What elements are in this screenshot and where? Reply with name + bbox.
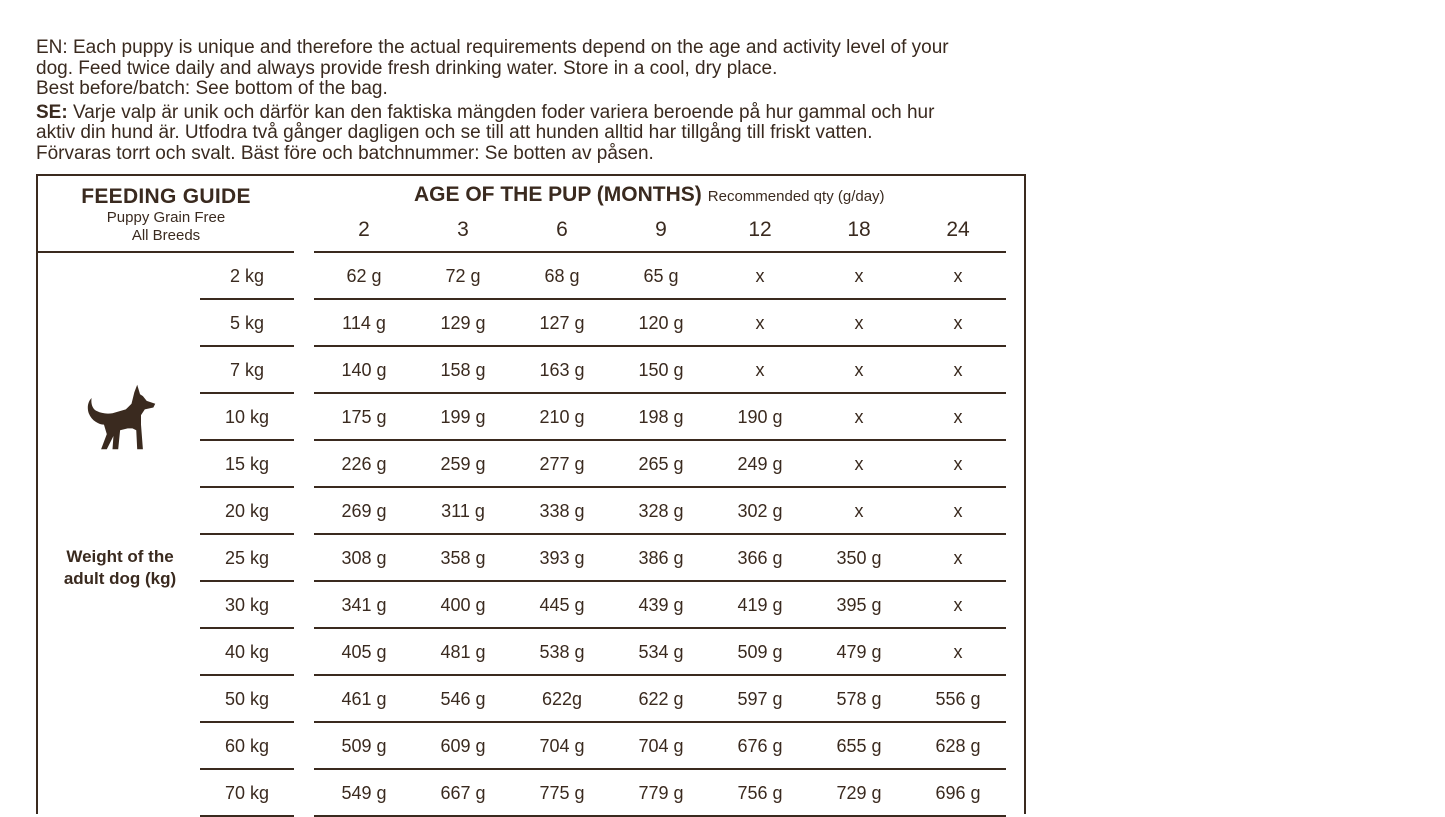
qty-cell: x (953, 501, 963, 521)
qty-cell: 158 g (440, 360, 486, 380)
qty-cell: 400 g (440, 595, 486, 615)
qty-cell: 127 g (539, 313, 585, 333)
qty-cell: 628 g (935, 736, 981, 756)
qty-cell: 729 g (836, 783, 882, 803)
row-divider-weight (200, 392, 294, 394)
row-divider-values (314, 486, 1006, 488)
qty-cell: 479 g (836, 642, 882, 662)
qty-cell: x (953, 595, 963, 615)
weight-label-line-2: adult dog (kg) (63, 569, 177, 588)
weight-cell: 15 kg (224, 454, 270, 474)
qty-cell: 259 g (440, 454, 486, 474)
row-divider-weight (200, 721, 294, 723)
qty-cell: x (854, 407, 864, 427)
weight-cell: 30 kg (224, 595, 270, 615)
qty-cell: 622g (541, 689, 583, 709)
weight-cell: 2 kg (229, 266, 265, 286)
age-column-header: 9 (655, 218, 667, 241)
dog-icon (84, 382, 160, 452)
qty-cell: 578 g (836, 689, 882, 709)
qty-cell: 696 g (935, 783, 981, 803)
row-divider-weight (200, 533, 294, 535)
qty-cell: 756 g (737, 783, 783, 803)
qty-cell: 609 g (440, 736, 486, 756)
qty-cell: x (755, 266, 765, 286)
qty-cell: 775 g (539, 783, 585, 803)
qty-cell: 395 g (836, 595, 882, 615)
qty-cell: x (854, 266, 864, 286)
qty-cell: 481 g (440, 642, 486, 662)
weight-cell: 40 kg (224, 642, 270, 662)
feeding-guide-title: FEEDING GUIDE (81, 185, 251, 208)
qty-cell: x (854, 313, 864, 333)
qty-cell: 556 g (935, 689, 981, 709)
qty-cell: 538 g (539, 642, 585, 662)
row-divider-values (314, 674, 1006, 676)
weight-cell: 25 kg (224, 548, 270, 568)
qty-cell: x (755, 313, 765, 333)
row-divider-weight (200, 674, 294, 676)
row-divider-values (314, 580, 1006, 582)
weight-cell: 7 kg (229, 360, 265, 380)
row-divider-weight (200, 439, 294, 441)
row-divider-values (314, 392, 1006, 394)
qty-cell: 358 g (440, 548, 486, 568)
recommended-qty-label: Recommended qty (g/day) (707, 188, 885, 205)
qty-cell: 405 g (341, 642, 387, 662)
feeding-guide-subtitle-1: Puppy Grain Free (106, 209, 226, 226)
age-column-header: 12 (748, 218, 772, 241)
qty-cell: 546 g (440, 689, 486, 709)
qty-cell: x (854, 501, 864, 521)
qty-cell: 269 g (341, 501, 387, 521)
qty-cell: 65 g (643, 266, 679, 286)
weight-cell: 70 kg (224, 783, 270, 803)
row-divider-values (314, 533, 1006, 535)
header-divider-right (314, 251, 1006, 253)
intro-en-line-2: dog. Feed twice daily and always provide fresh drinking water. Store in a cool, dry place. (36, 57, 778, 79)
qty-cell: 198 g (638, 407, 684, 427)
qty-cell: 655 g (836, 736, 882, 756)
qty-cell: 461 g (341, 689, 387, 709)
qty-cell: 140 g (341, 360, 387, 380)
qty-cell: 509 g (737, 642, 783, 662)
qty-cell: 366 g (737, 548, 783, 568)
qty-cell: 302 g (737, 501, 783, 521)
qty-cell: x (755, 360, 765, 380)
feeding-guide-table (36, 174, 1026, 814)
qty-cell: x (953, 642, 963, 662)
age-header (414, 183, 885, 207)
qty-cell: 704 g (539, 736, 585, 756)
qty-cell: 386 g (638, 548, 684, 568)
row-divider-weight (200, 768, 294, 770)
intro-se-prefix: SE: (36, 101, 68, 123)
weight-cell: 50 kg (224, 689, 270, 709)
qty-cell: 393 g (539, 548, 585, 568)
qty-cell: 534 g (638, 642, 684, 662)
intro-text (36, 38, 1036, 164)
weight-label-line-1: Weight of the (66, 547, 174, 566)
qty-cell: x (953, 313, 963, 333)
qty-cell: 249 g (737, 454, 783, 474)
age-title: AGE OF THE PUP (MONTHS) (414, 183, 702, 206)
qty-cell: x (953, 360, 963, 380)
row-divider-weight (200, 486, 294, 488)
age-column-header: 3 (457, 218, 469, 241)
qty-cell: 68 g (544, 266, 580, 286)
row-divider-values (314, 627, 1006, 629)
qty-cell: x (854, 454, 864, 474)
qty-cell: 120 g (638, 313, 684, 333)
weight-cell: 10 kg (224, 407, 270, 427)
age-column-header: 6 (556, 218, 568, 241)
qty-cell: x (854, 360, 864, 380)
row-divider-values (314, 298, 1006, 300)
intro-en-line-3: Best before/batch: See bottom of the bag. (36, 78, 388, 99)
qty-cell: 210 g (539, 407, 585, 427)
qty-cell: 704 g (638, 736, 684, 756)
row-divider-values (314, 439, 1006, 441)
qty-cell: 622 g (638, 689, 684, 709)
intro-se-line-1 (36, 103, 1036, 124)
qty-cell: 308 g (341, 548, 387, 568)
weight-cell: 20 kg (224, 501, 270, 521)
qty-cell: 226 g (341, 454, 387, 474)
row-divider-values (314, 768, 1006, 770)
row-divider-weight (200, 345, 294, 347)
row-divider-weight (200, 580, 294, 582)
age-column-header: 2 (358, 218, 370, 241)
qty-cell: 62 g (346, 266, 382, 286)
qty-cell: 311 g (441, 501, 485, 521)
qty-cell: 114 g (342, 313, 386, 333)
age-column-header: 18 (847, 218, 871, 241)
qty-cell: 676 g (737, 736, 783, 756)
qty-cell: 163 g (539, 360, 585, 380)
qty-cell: x (953, 266, 963, 286)
qty-cell: 175 g (341, 407, 387, 427)
qty-cell: 199 g (440, 407, 486, 427)
intro-en-line-1: EN: Each puppy is unique and therefore the actual requirements depend on the age and activity level of your (36, 37, 949, 58)
qty-cell: 190 g (737, 407, 783, 427)
row-divider-weight (200, 627, 294, 629)
weight-cell: 60 kg (224, 736, 270, 756)
intro-se-line-3: Förvaras torrt och svalt. Bäst före och batchnummer: Se botten av påsen. (36, 142, 654, 164)
qty-cell: 277 g (539, 454, 585, 474)
row-divider-values (314, 721, 1006, 723)
weight-label (52, 546, 188, 590)
qty-cell: 150 g (638, 360, 684, 380)
qty-cell: 338 g (539, 501, 585, 521)
qty-cell: 328 g (638, 501, 684, 521)
row-divider-weight (200, 298, 294, 300)
qty-cell: 265 g (638, 454, 684, 474)
qty-cell: x (953, 454, 963, 474)
row-divider-values (314, 345, 1006, 347)
qty-cell: 549 g (341, 783, 387, 803)
qty-cell: 129 g (440, 313, 486, 333)
qty-cell: 667 g (440, 783, 486, 803)
intro-se-line-2: aktiv din hund är. Utfodra två gånger dagligen och se till att hunden alltid har tillgång till friskt vatten. (36, 122, 873, 143)
header-divider-left (38, 251, 294, 253)
qty-cell: 341 g (341, 595, 387, 615)
qty-cell: 509 g (341, 736, 387, 756)
qty-cell: x (953, 407, 963, 427)
qty-cell: 419 g (737, 595, 783, 615)
feeding-guide-subtitle-2: All Breeds (131, 227, 201, 244)
qty-cell: 72 g (445, 266, 481, 286)
qty-cell: 597 g (737, 689, 783, 709)
qty-cell: 779 g (638, 783, 684, 803)
weight-cell: 5 kg (229, 313, 265, 333)
qty-cell: 439 g (638, 595, 684, 615)
age-column-header: 24 (946, 218, 970, 241)
qty-cell: 350 g (836, 548, 882, 568)
qty-cell: x (953, 548, 963, 568)
intro-se-first: Varje valp är unik och därför kan den faktiska mängden foder variera beroende på hur gammal och hur (67, 101, 935, 123)
qty-cell: 445 g (539, 595, 585, 615)
